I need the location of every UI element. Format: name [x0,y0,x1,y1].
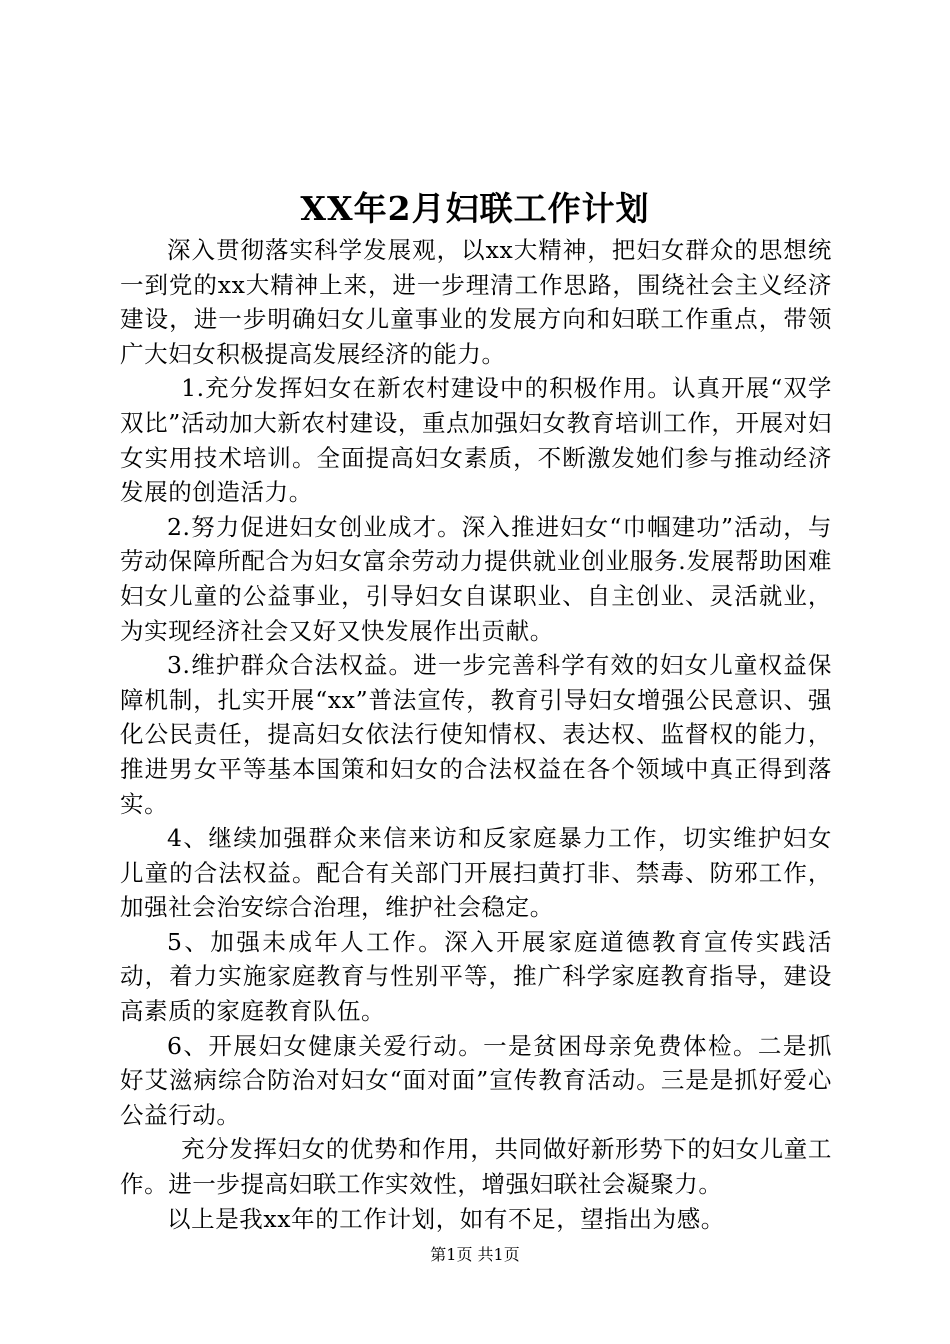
document-body [120,233,832,1236]
item-1-paragraph: 1.充分发挥妇女在新农村建设中的积极作用。认真开展“双学双比”活动加大新农村建设，重点加强妇女教育培训工作，开展对妇女实用技术培训。全面提高妇女素质，不断激发她们参与推动经济发展的创造活力。 [120,374,832,507]
closing-paragraph: 以上是我xx年的工作计划，如有不足，望指出为感。 [167,1204,725,1233]
intro-paragraph: 深入贯彻落实科学发展观，以xx大精神，把妇女群众的思想统一到党的xx大精神上来，进一步理清工作思路，围绕社会主义经济建设，进一步明确妇女儿童事业的发展方向和妇联工作重点，带领广大妇女积极提高发展经济的能力。 [120,236,832,368]
summary-paragraph: 充分发挥妇女的优势和作用，共同做好新形势下的妇女儿童工作。进一步提高妇联工作实效性，增强妇联社会凝聚力。 [120,1135,832,1199]
page-title: XX年2月妇联工作计划 [300,189,650,228]
page-footer: 第1页 共1页 [430,1245,520,1264]
item-5-paragraph: 5、加强未成年人工作。深入开展家庭道德教育宣传实践活动，着力实施家庭教育与性别平等，推广科学家庭教育指导，建设高素质的家庭教育队伍。 [120,927,832,1026]
item-4-paragraph: 4、继续加强群众来信来访和反家庭暴力工作，切实维护妇女儿童的合法权益。配合有关部门开展扫黄打非、禁毒、防邪工作，加强社会治安综合治理，维护社会稳定。 [120,824,832,922]
item-3-paragraph: 3.维护群众合法权益。进一步完善科学有效的妇女儿童权益保障机制，扎实开展“xx”普法宣传，教育引导妇女增强公民意识、强化公民责任，提高妇女依法行使知情权、表达权、监督权的能力，推进男女平等基本国策和妇女的合法权益在各个领域中真正得到落实。 [120,651,832,818]
item-2-paragraph: 2.努力促进妇女创业成才。深入推进妇女“巾帼建功”活动，与劳动保障所配合为妇女富余劳动力提供就业创业服务.发展帮助困难妇女儿童的公益事业，引导妇女自谋职业、自主创业、灵活就业，为实现经济社会又好又快发展作出贡献。 [120,512,833,645]
item-6-paragraph: 6、开展妇女健康关爱行动。一是贫困母亲免费体检。二是抓好艾滋病综合防治对妇女“面对面”宣传教育活动。三是是抓好爱心公益行动。 [120,1031,832,1129]
